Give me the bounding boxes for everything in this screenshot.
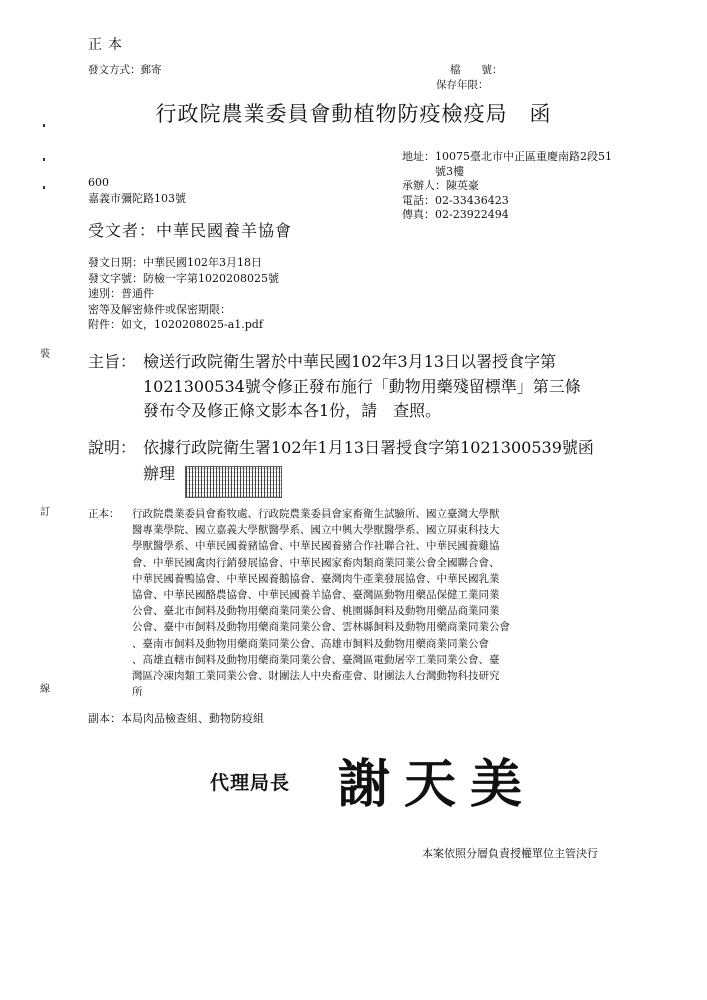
carbon-copy-line: 灣區冷凍肉類工業同業公會、財團法人中央畜產會、財團法人台灣動物科技研究 [132, 670, 500, 683]
document-type: 函 [529, 102, 552, 126]
handwritten-signature: 謝天美 [338, 755, 537, 815]
carbon-copy-line: 、臺南市飼料及動物用藥商業同業公會、高雄市飼料及動物用藥商業同業公會 [132, 637, 489, 650]
document-number: 發文字號：防檢一字第1020208025號 [88, 271, 279, 285]
carbon-copy-line: 公會、臺中市飼料及動物用藥商業同業公會、雲林縣飼料及動物用藥商業同業公會 [132, 621, 510, 634]
deputy-copy-text: 本局肉品檢查組、動物防疫組 [121, 712, 264, 725]
carbon-copy-list [132, 506, 652, 700]
file-number-label: 檔 號： [450, 64, 503, 76]
carbon-copy-line: 中華民國養鴨協會、中華民國養鵝協會、臺灣肉牛產業發展協會、中華民國乳業 [132, 572, 500, 585]
margin-tick [43, 158, 45, 161]
deputy-copy-head: 副本： [88, 712, 121, 725]
binding-margin-char: 裝 [40, 349, 50, 360]
margin-tick [43, 186, 45, 189]
carbon-copy-line: 協會、中華民國酪農協會、中華民國養羊協會、臺灣區動物用藥品保健工業同業 [132, 589, 500, 602]
binding-margin-char: 線 [40, 684, 50, 695]
carbon-copy-head: 正本： [88, 508, 120, 520]
binding-margin-char: 訂 [40, 507, 50, 518]
delivery-speed: 速別：普通件 [88, 287, 154, 300]
issue-date: 發文日期：中華民國102年3月18日 [88, 256, 262, 269]
seal-stamp-image [185, 466, 282, 498]
subject-line: 1021300534號令修正發布施行「動物用藥殘留標準」第三條 [143, 376, 581, 396]
carbon-copy-line: 、高雄直轄市飼料及動物用藥商業同業公會、臺灣區電動屠宰工業同業公會、臺 [132, 653, 500, 666]
deputy-copy [88, 710, 264, 726]
sender-address-line1: 地址：10075臺北市中正區重慶南路2段51 [402, 150, 612, 163]
phone-number: 電話：02-33436423 [402, 193, 509, 207]
send-method: 發文方式：郵寄 [88, 64, 162, 76]
signer-title: 代理局長 [210, 772, 291, 794]
attachment: 附件：如文，1020208025-a1.pdf [88, 318, 263, 331]
carbon-copy-line: 會、中華民國禽肉行銷發展協會、中華民國家畜肉類商業同業公會全國聯合會、 [132, 556, 500, 569]
sender-address-line2: 號3樓 [402, 164, 464, 178]
contact-person: 承辦人：陳英豪 [402, 179, 479, 192]
carbon-copy-line: 公會、臺北市飼料及動物用藥商業同業公會、桃園縣飼料及動物用藥品商業同業 [132, 605, 500, 618]
authorization-note: 本案依照分層負責授權單位主管決行 [422, 847, 598, 860]
secrecy-level: 密等及解密條件或保密期限： [88, 302, 231, 316]
retention-label: 保存年限： [436, 79, 489, 91]
recipient: 受文者：中華民國養羊協會 [88, 221, 293, 240]
explanation-line: 依據行政院衛生署102年1月13日署授食字第1021300539號函 [143, 438, 594, 457]
carbon-copy-line: 所 [132, 686, 143, 699]
subject-line: 檢送行政院衛生署於中華民國102年3月13日以署授食字第 [143, 352, 557, 371]
carbon-copy-line: 學獸醫學系、中華民國養豬協會、中華民國養豬合作社聯合社、中華民國養雞協 [132, 540, 500, 553]
agency-name: 行政院農業委員會動植物防疫檢疫局 [155, 102, 508, 126]
recipient-postcode: 600 [88, 176, 109, 189]
explanation-line: 辦理 [143, 464, 176, 483]
carbon-copy-line: 醫專業學院、國立嘉義大學獸醫學系、國立中興大學獸醫學系、國立屏東科技大 [132, 524, 500, 537]
recipient-address: 嘉義市彌陀路103號 [88, 192, 186, 205]
sender-contact [402, 150, 612, 223]
copy-mark: 正本 [88, 37, 128, 53]
subject-line: 發布令及修正條文影本各1份，請 查照。 [143, 401, 442, 420]
subject-head: 主旨： [88, 352, 137, 371]
document-meta [88, 255, 279, 333]
fax-number: 傳真：02-23922494 [402, 208, 509, 221]
explanation-head: 說明： [88, 438, 137, 457]
carbon-copy-line: 行政院農業委員會畜牧處、行政院農業委員會家畜衛生試驗所、國立臺灣大學獸 [132, 508, 500, 520]
agency-title [0, 98, 707, 128]
